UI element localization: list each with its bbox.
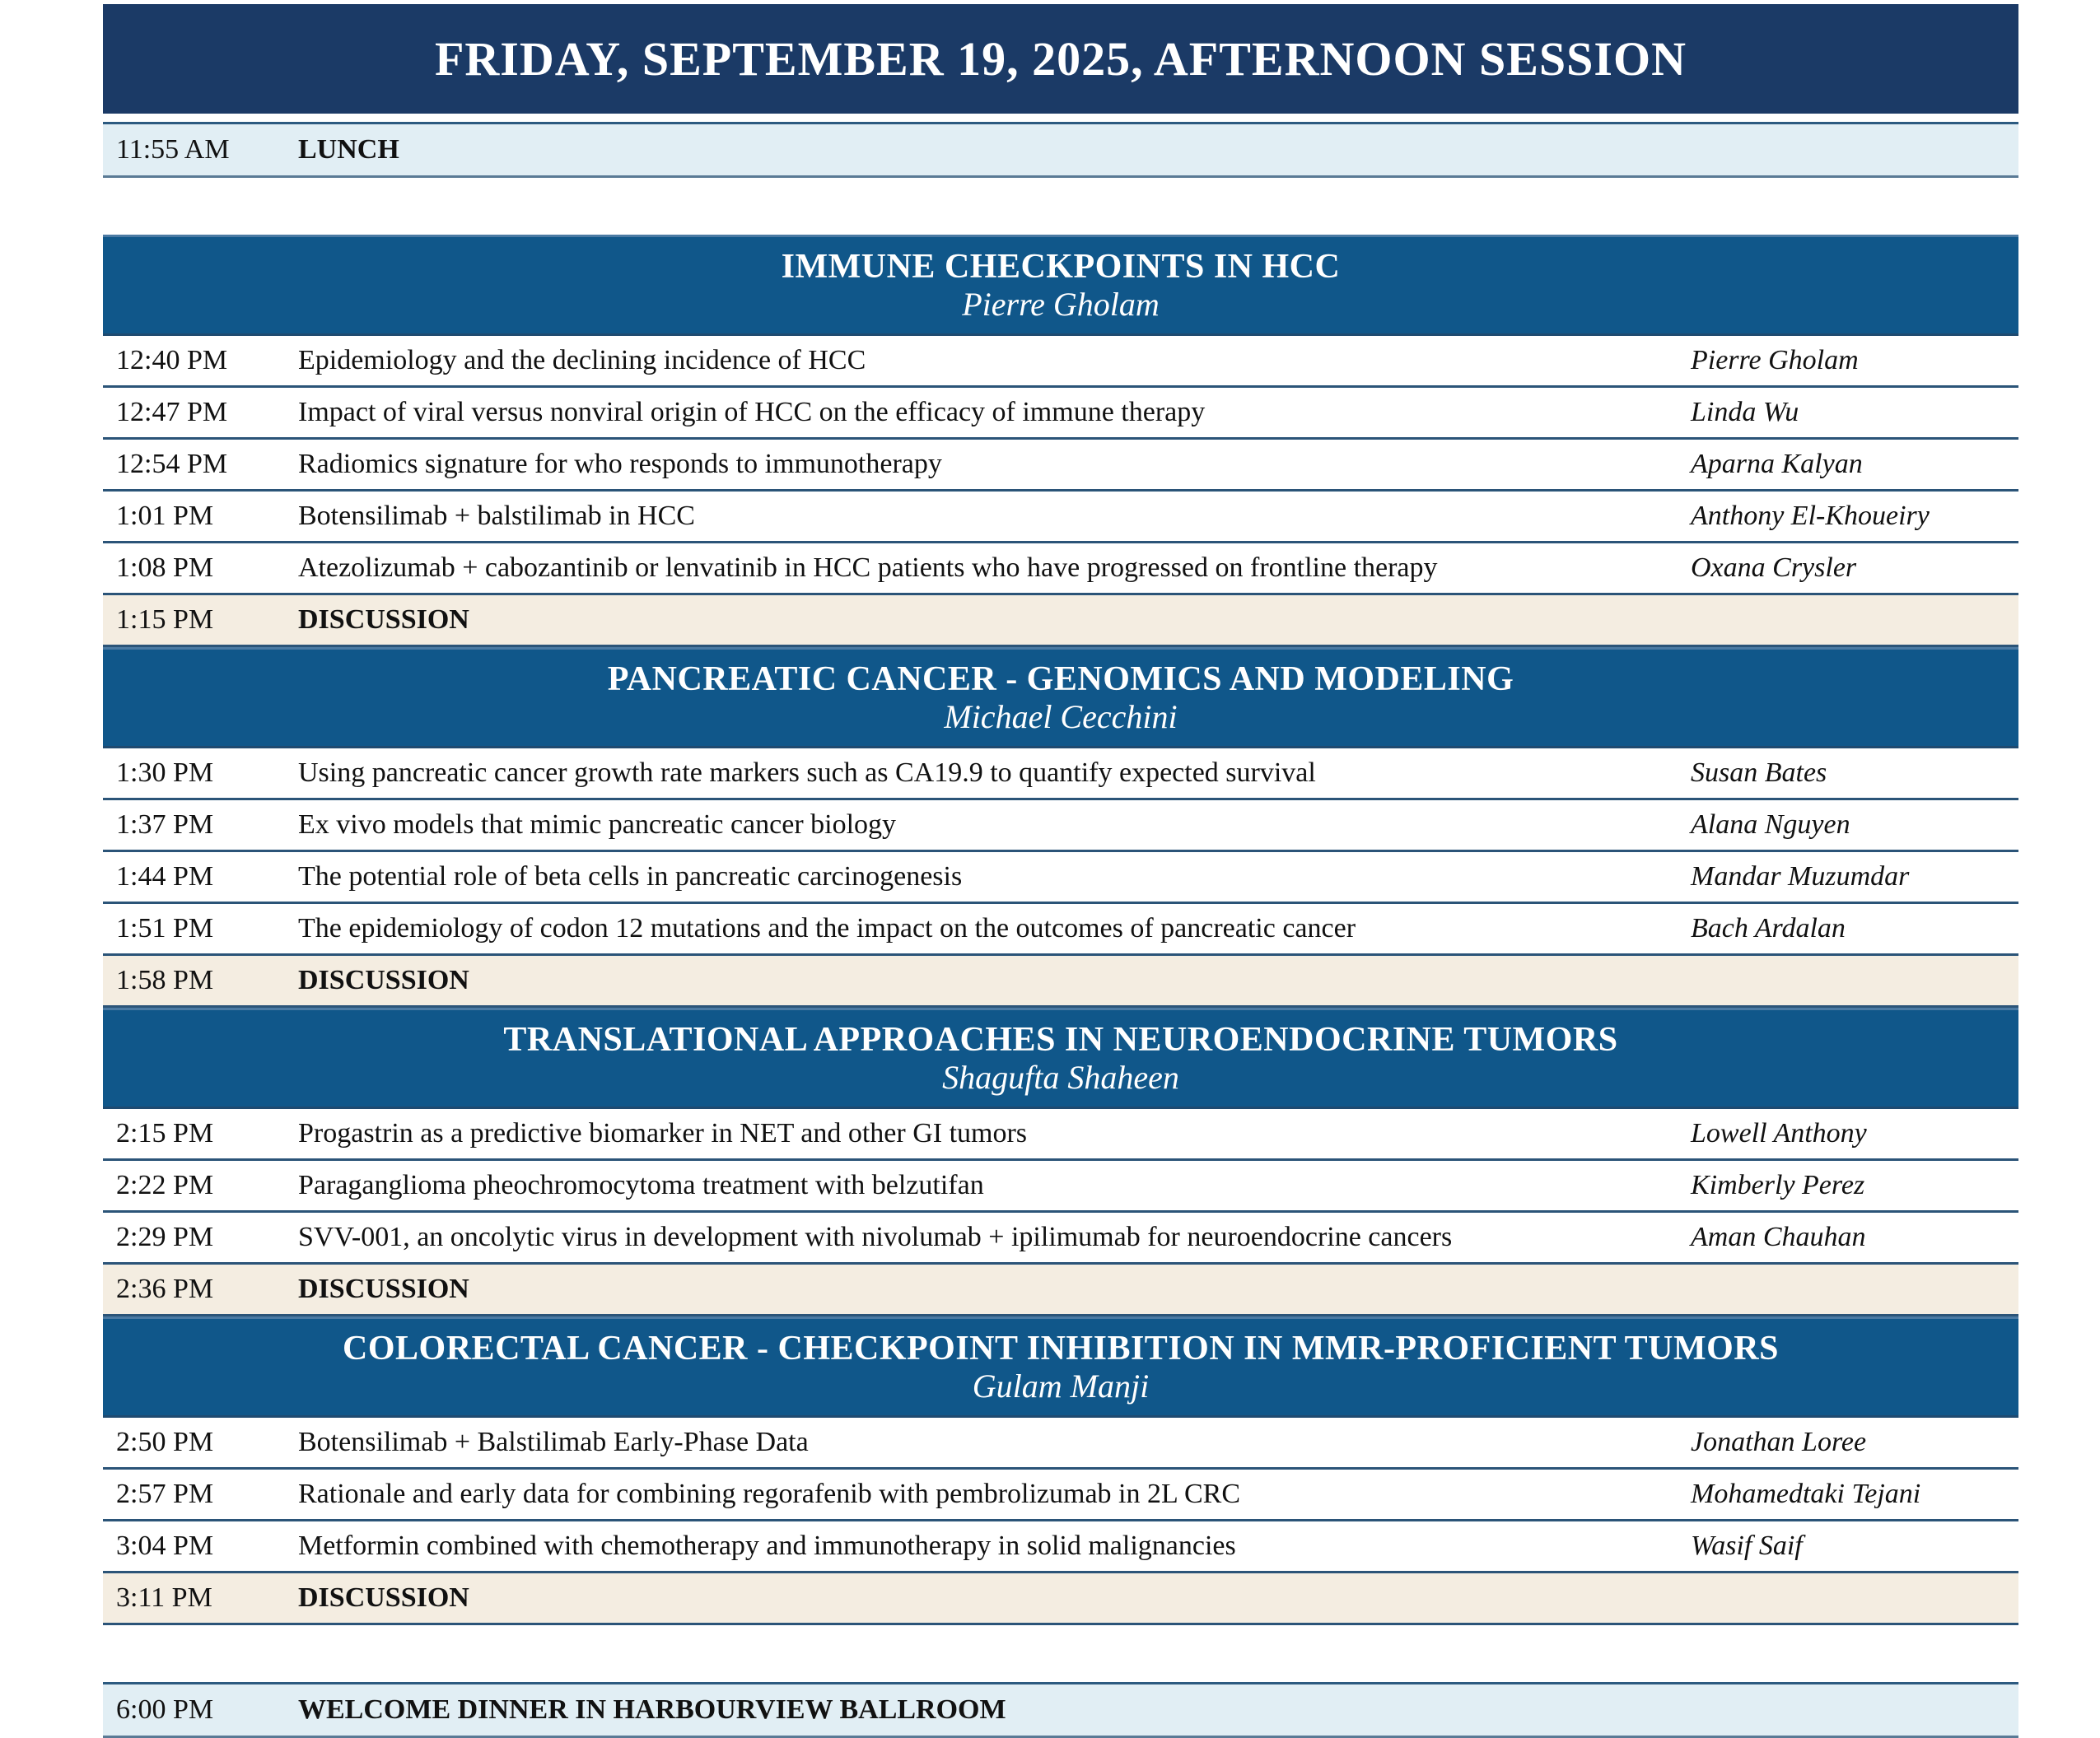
talk-time: 3:04 PM xyxy=(116,1531,214,1561)
talk-row xyxy=(103,1109,2018,1161)
talk-time: 1:01 PM xyxy=(116,501,214,531)
talk-row xyxy=(103,492,2018,543)
session-immune-checkpoints-hcc xyxy=(103,235,2018,647)
talk-title: Radiomics signature for who responds to immunotherapy xyxy=(298,449,942,479)
discussion-row xyxy=(103,1265,2018,1316)
talk-row xyxy=(103,440,2018,492)
talk-title: Atezolizumab + cabozantinib or lenvatinib in HCC patients who have progressed on frontline therapy xyxy=(298,552,1438,583)
discussion-label: DISCUSSION xyxy=(298,604,469,635)
talk-title: Impact of viral versus nonviral origin of HCC on the efficacy of immune therapy xyxy=(298,397,1206,427)
talk-speaker: Wasif Saif xyxy=(1691,1531,1803,1561)
talk-speaker: Bach Ardalan xyxy=(1691,913,1846,944)
discussion-time: 2:36 PM xyxy=(116,1274,214,1304)
session-title: PANCREATIC CANCER - GENOMICS AND MODELING xyxy=(607,659,1514,698)
agenda xyxy=(103,4,2018,1738)
talk-speaker: Aman Chauhan xyxy=(1691,1222,1866,1252)
session-header xyxy=(103,235,2018,336)
session-pancreatic-cancer xyxy=(103,647,2018,1008)
session-header xyxy=(103,1008,2018,1109)
discussion-time: 1:15 PM xyxy=(116,604,214,635)
session-chair: Michael Cecchini xyxy=(944,697,1178,735)
talk-title: Botensilimab + balstilimab in HCC xyxy=(298,501,695,531)
talk-title: Using pancreatic cancer growth rate markers such as CA19.9 to quantify expected survival xyxy=(298,757,1316,788)
talk-speaker: Linda Wu xyxy=(1691,397,1799,427)
talk-time: 1:08 PM xyxy=(116,552,214,583)
day-title: FRIDAY, SEPTEMBER 19, 2025, AFTERNOON SESSION xyxy=(434,32,1687,86)
talk-time: 2:57 PM xyxy=(116,1479,214,1509)
talk-row xyxy=(103,800,2018,852)
talk-title: The epidemiology of codon 12 mutations and the impact on the outcomes of pancreatic cancer xyxy=(298,913,1356,944)
talk-row xyxy=(103,336,2018,388)
dinner-row xyxy=(103,1682,2018,1738)
talk-row xyxy=(103,543,2018,595)
discussion-row xyxy=(103,956,2018,1008)
session-colorectal-cancer xyxy=(103,1316,2018,1625)
session-title: COLORECTAL CANCER - CHECKPOINT INHIBITION IN MMR-PROFICIENT TUMORS xyxy=(343,1329,1779,1368)
talk-speaker: Oxana Crysler xyxy=(1691,552,1857,583)
talk-title: SVV-001, an oncolytic virus in development with nivolumab + ipilimumab for neuroendocrine cancers xyxy=(298,1222,1453,1252)
session-title: IMMUNE CHECKPOINTS IN HCC xyxy=(781,247,1341,286)
talk-time: 1:30 PM xyxy=(116,757,214,788)
talk-title: Rationale and early data for combining regorafenib with pembrolizumab in 2L CRC xyxy=(298,1479,1241,1509)
talk-row xyxy=(103,748,2018,800)
lunch-label: LUNCH xyxy=(298,134,399,165)
talk-row xyxy=(103,1470,2018,1521)
talk-title: Paraganglioma pheochromocytoma treatment with belzutifan xyxy=(298,1170,984,1200)
discussion-row xyxy=(103,595,2018,647)
discussion-label: DISCUSSION xyxy=(298,965,469,995)
talk-row xyxy=(103,388,2018,440)
dinner-label: WELCOME DINNER IN HARBOURVIEW BALLROOM xyxy=(298,1694,1006,1725)
talk-time: 2:29 PM xyxy=(116,1222,214,1252)
talk-title: Progastrin as a predictive biomarker in NET and other GI tumors xyxy=(298,1118,1028,1149)
talk-row xyxy=(103,1418,2018,1470)
talk-title: Botensilimab + Balstilimab Early-Phase Data xyxy=(298,1427,809,1457)
talk-time: 12:47 PM xyxy=(116,397,228,427)
talk-speaker: Anthony El-Khoueiry xyxy=(1691,501,1930,531)
talk-time: 12:54 PM xyxy=(116,449,228,479)
dinner-time: 6:00 PM xyxy=(116,1694,214,1725)
talk-speaker: Jonathan Loree xyxy=(1691,1427,1867,1457)
talk-speaker: Mandar Muzumdar xyxy=(1691,861,1910,892)
talk-time: 1:51 PM xyxy=(116,913,214,944)
session-chair: Shagufta Shaheen xyxy=(942,1058,1179,1096)
talk-row xyxy=(103,1213,2018,1265)
talk-title: Epidemiology and the declining incidence of HCC xyxy=(298,345,866,375)
discussion-row xyxy=(103,1573,2018,1625)
session-chair: Pierre Gholam xyxy=(962,285,1160,323)
session-title: TRANSLATIONAL APPROACHES IN NEUROENDOCRINE TUMORS xyxy=(503,1020,1618,1059)
talk-time: 2:15 PM xyxy=(116,1118,214,1149)
talk-time: 1:37 PM xyxy=(116,809,214,840)
session-header xyxy=(103,1316,2018,1418)
talk-title: Metformin combined with chemotherapy and immunotherapy in solid malignancies xyxy=(298,1531,1236,1561)
talk-speaker: Aparna Kalyan xyxy=(1691,449,1863,479)
discussion-label: DISCUSSION xyxy=(298,1274,469,1304)
talk-row xyxy=(103,1161,2018,1213)
talk-row xyxy=(103,852,2018,904)
talk-speaker: Susan Bates xyxy=(1691,757,1827,788)
lunch-row xyxy=(103,122,2018,178)
lunch-time: 11:55 AM xyxy=(116,134,230,165)
discussion-time: 1:58 PM xyxy=(116,965,214,995)
talk-title: Ex vivo models that mimic pancreatic cancer biology xyxy=(298,809,897,840)
talk-speaker: Lowell Anthony xyxy=(1691,1118,1867,1149)
discussion-label: DISCUSSION xyxy=(298,1582,469,1613)
talk-speaker: Mohamedtaki Tejani xyxy=(1691,1479,1921,1509)
talk-time: 2:22 PM xyxy=(116,1170,214,1200)
discussion-time: 3:11 PM xyxy=(116,1582,212,1613)
session-chair: Gulam Manji xyxy=(972,1367,1150,1405)
talk-time: 1:44 PM xyxy=(116,861,214,892)
talk-speaker: Alana Nguyen xyxy=(1691,809,1850,840)
talk-time: 2:50 PM xyxy=(116,1427,214,1457)
talk-time: 12:40 PM xyxy=(116,345,228,375)
talk-speaker: Kimberly Perez xyxy=(1691,1170,1865,1200)
talk-speaker: Pierre Gholam xyxy=(1691,345,1859,375)
talk-row xyxy=(103,904,2018,956)
talk-row xyxy=(103,1521,2018,1573)
day-banner xyxy=(103,4,2018,114)
talk-title: The potential role of beta cells in pancreatic carcinogenesis xyxy=(298,861,963,892)
session-neuroendocrine-tumors xyxy=(103,1008,2018,1316)
session-header xyxy=(103,647,2018,748)
